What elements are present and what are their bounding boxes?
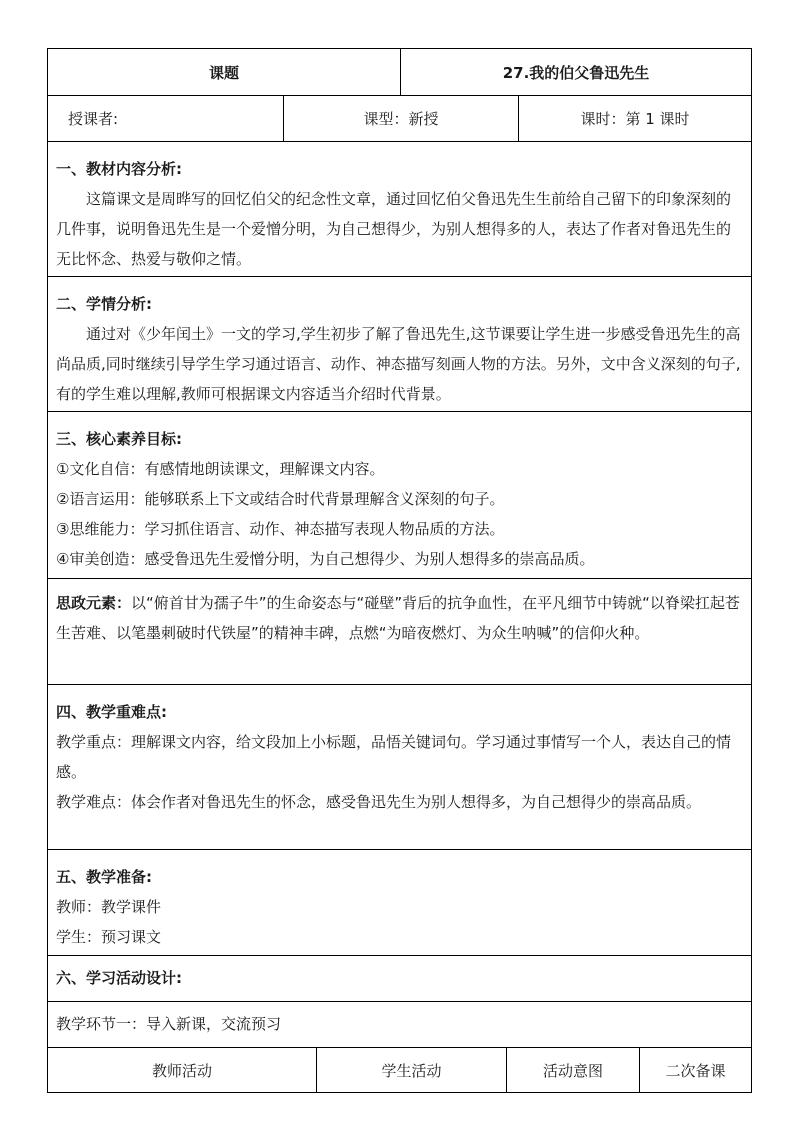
section-student-analysis [47,276,752,411]
section-title: 二、学情分析: [56,295,152,313]
section-core-goals [47,411,752,578]
section-step-one [47,1001,752,1047]
title-row [47,48,752,95]
section-activity-design [47,955,752,1001]
col-secondary-prep: 二次备课 [639,1048,751,1092]
lesson-type: 课型：新授 [283,96,518,141]
step-title: 教学环节一：导入新课，交流预习 [56,1015,282,1033]
section-title: 四、教学重难点: [56,703,167,721]
section-body: 以“俯首甘为孺子牛”的生命姿态与“碰壁”背后的抗争血性，在平凡细节中铸就“以脊梁扛起苍生苦难、以笔墨刺破时代铁屋”的精神丰碑，点燃“为暗夜燃灯、为众生呐喊”的信仰火种。 [56,594,740,642]
goal-item: ①文化自信：有感情地朗读课文，理解课文内容。 [56,460,385,478]
section-material-analysis [47,141,752,276]
section-title: 六、学习活动设计: [56,969,182,987]
topic-label: 课题 [208,63,239,82]
lesson-period: 课时：第 1 课时 [518,96,751,141]
lesson-plan-document [47,48,752,1093]
section-body: 这篇课文是周晔写的回忆伯父的纪念性文章，通过回忆伯父鲁迅先生生前给自己留下的印象深刻的几件事，说明鲁迅先生是一个爱憎分明，为自己想得少，为别人想得多的人，表达了作者对鲁迅先生的无比怀念、热爱与敬仰之情。 [56,190,732,268]
ideology-paragraph [56,588,743,648]
goal-item: ③思维能力：学习抓住语言、动作、神态描写表现人物品质的方法。 [56,520,505,538]
goal-item: ②语言运用：能够联系上下文或结合时代背景理解含义深刻的句子。 [56,490,505,508]
section-body: 通过对《少年闰土》一文的学习,学生初步了解了鲁迅先生,这节课要让学生进一步感受鲁迅先生的高尚品质,同时继续引导学生学习通过语言、动作、神态描写刻画人物的方法。另外，文中含义深刻的句子,有的学生难以理解,教师可根据课文内容适当介绍时代背景。 [56,325,741,403]
teacher-prep: 教师：教学课件 [56,898,162,916]
activity-table-header [47,1047,752,1093]
section-ideology-elements [47,578,752,684]
section-title: 三、核心素养目标: [56,430,182,448]
difficult-point: 教学难点：体会作者对鲁迅先生的怀念，感受鲁迅先生为别人想得多，为自己想得少的崇高品质。 [56,793,702,811]
section-title: 思政元素： [56,594,132,612]
info-row [47,95,752,141]
student-prep: 学生：预习课文 [56,928,162,946]
col-student-activity: 学生活动 [316,1048,506,1092]
goal-item: ④审美创造：感受鲁迅先生爱憎分明，为自己想得少、为别人想得多的崇高品质。 [56,550,595,568]
col-activity-purpose: 活动意图 [506,1048,639,1092]
section-preparation [47,849,752,955]
section-key-difficulty [47,684,752,849]
section-title: 一、教材内容分析: [56,160,182,178]
key-point: 教学重点：理解课文内容，给文段加上小标题，品悟关键词句。学习通过事情写一个人，表达自己的情感。 [56,733,732,781]
section-title: 五、教学准备: [56,868,152,886]
teacher-field: 授课者: [68,110,119,128]
lesson-title: 27.我的伯父鲁迅先生 [400,49,751,95]
col-teacher-activity: 教师活动 [151,1061,212,1080]
